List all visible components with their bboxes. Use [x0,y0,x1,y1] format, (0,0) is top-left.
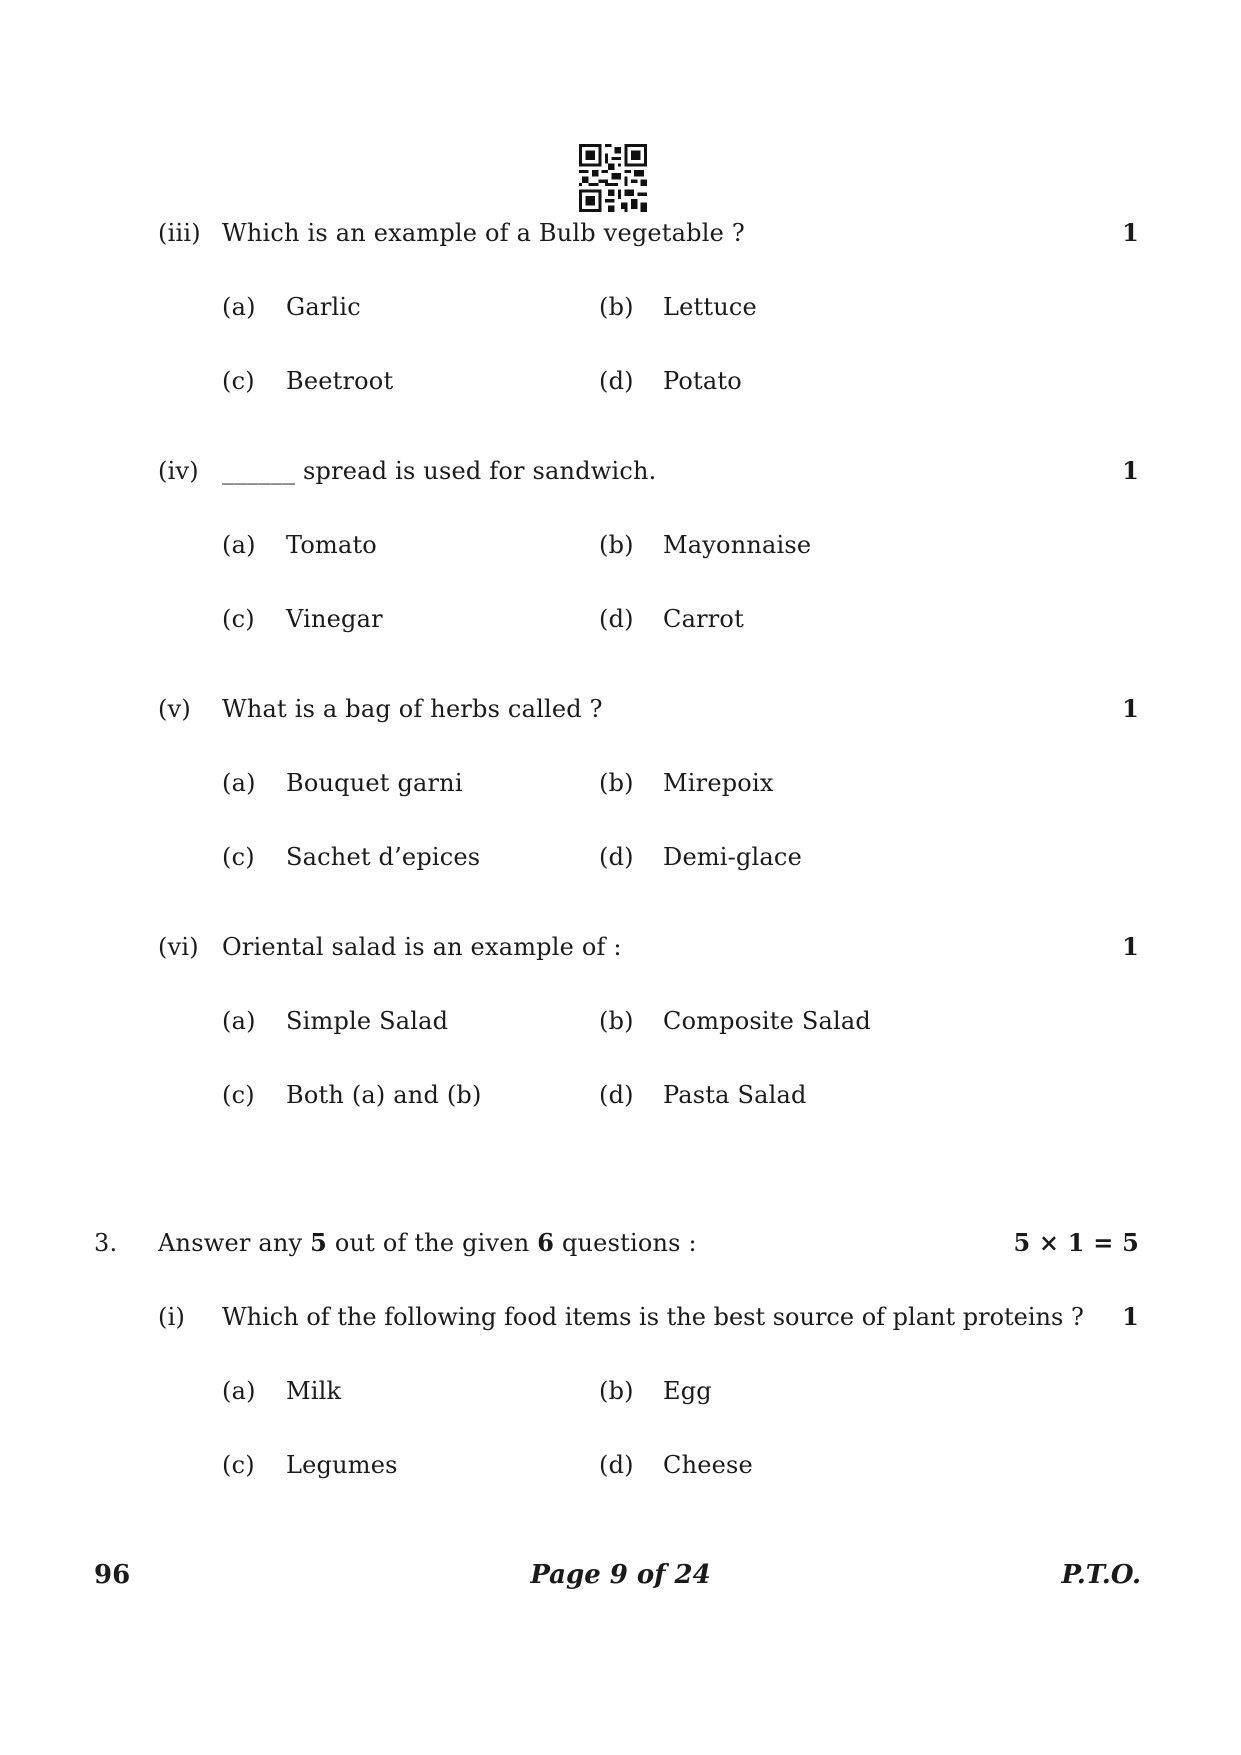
option-label: (a) [222,1377,256,1405]
option-label: (c) [222,367,255,395]
option-label: (a) [222,293,256,321]
option-text: Tomato [286,531,377,559]
option-text: Both (a) and (b) [286,1081,482,1109]
option-label: (d) [599,1081,634,1109]
option-label: (b) [599,531,634,559]
option-text: Carrot [663,605,744,633]
option-label: (a) [222,531,256,559]
option-text: Lettuce [663,293,757,321]
option-text: Potato [663,367,742,395]
question-number: (iii) [158,219,201,247]
section-number: 3. [94,1229,118,1257]
option-label: (c) [222,843,255,871]
option-text: Cheese [663,1451,753,1479]
option-label: (b) [599,1007,634,1035]
option-text: Pasta Salad [663,1081,807,1109]
option-label: (a) [222,769,256,797]
section-marks: 5 × 1 = 5 [1013,1228,1139,1257]
option-text: Vinegar [286,605,383,633]
question-text: What is a bag of herbs called ? [222,695,603,723]
option-text: Mirepoix [663,769,774,797]
question-number: (i) [158,1303,186,1331]
question-marks: 1 [1122,694,1139,723]
option-text: Mayonnaise [663,531,812,559]
question-marks: 1 [1122,1302,1139,1331]
option-text: Legumes [286,1451,398,1479]
question-text: ______ spread is used for sandwich. [222,457,657,485]
option-label: (b) [599,293,634,321]
option-text: Bouquet garni [286,769,463,797]
option-text: Milk [286,1377,342,1405]
option-text: Beetroot [286,367,394,395]
option-label: (d) [599,367,634,395]
option-text: Simple Salad [286,1007,449,1035]
option-label: (b) [599,1377,634,1405]
page-number: Page 9 of 24 [530,1560,711,1590]
option-label: (d) [599,605,634,633]
question-number: (vi) [158,933,199,961]
option-text: Sachet d’epices [286,843,481,871]
option-text: Composite Salad [663,1007,871,1035]
option-label: (b) [599,769,634,797]
question-number: (iv) [158,457,199,485]
section-instructions: Answer any 5 out of the given 6 questions : [158,1228,697,1257]
question-text: Which of the following food items is the best source of plant proteins ? [222,1303,1084,1331]
option-label: (d) [599,843,634,871]
option-label: (c) [222,605,255,633]
question-text: Oriental salad is an example of : [222,933,622,961]
question-marks: 1 [1122,456,1139,485]
question-number: (v) [158,695,191,723]
option-label: (c) [222,1451,255,1479]
pto-label: P.T.O. [1061,1560,1141,1590]
paper-code: 96 [94,1560,131,1590]
option-label: (d) [599,1451,634,1479]
option-text: Demi-glace [663,843,802,871]
option-text: Garlic [286,293,361,321]
qr-code-icon [579,144,647,212]
option-text: Egg [663,1377,712,1405]
option-label: (a) [222,1007,256,1035]
question-marks: 1 [1122,932,1139,961]
question-marks: 1 [1122,218,1139,247]
question-text: Which is an example of a Bulb vegetable ? [222,219,745,247]
option-label: (c) [222,1081,255,1109]
